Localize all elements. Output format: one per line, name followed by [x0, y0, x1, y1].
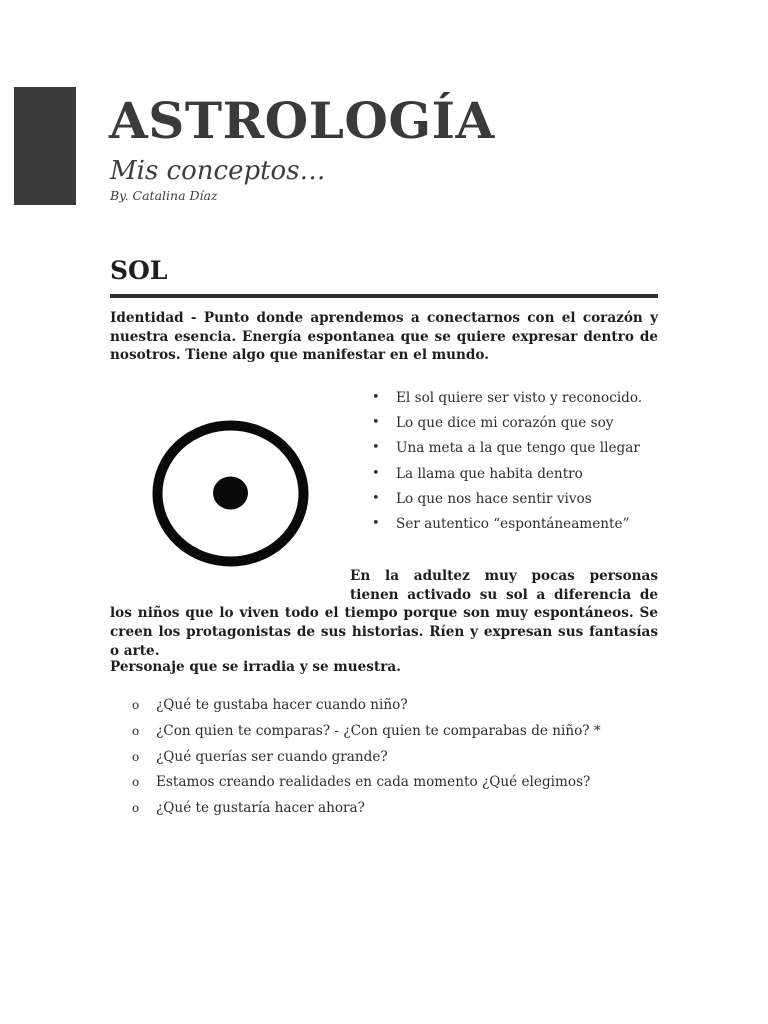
bullet-icon: • — [372, 390, 380, 405]
list-item-text: Lo que dice mi corazón que soy — [396, 415, 614, 432]
list-item-text: ¿Qué te gustaba hacer cuando niño? — [156, 697, 408, 713]
sun-traits-list — [372, 388, 642, 539]
list-item — [132, 721, 601, 747]
list-item — [372, 438, 642, 463]
list-item-text: ¿Qué te gustaría hacer ahora? — [156, 800, 365, 817]
author-byline: By. Catalina Díaz — [110, 188, 218, 203]
list-item — [372, 388, 642, 413]
list-item-text: Una meta a la que tengo que llegar — [396, 440, 640, 457]
page-subtitle: Mis conceptos… — [110, 156, 326, 186]
hollow-bullet-icon: o — [132, 749, 140, 764]
bullet-icon: • — [372, 440, 380, 456]
page-title: ASTROLOGÍA — [109, 91, 495, 150]
bullet-icon: • — [372, 465, 380, 481]
hollow-bullet-icon: o — [132, 723, 140, 738]
list-item — [372, 413, 642, 438]
bullet-icon: • — [372, 415, 380, 431]
hollow-bullet-icon: o — [132, 698, 140, 712]
list-item-text: Lo que nos hace sentir vivos — [396, 490, 592, 507]
section-title: SOL — [110, 256, 168, 285]
bullet-icon: • — [372, 490, 380, 506]
intro-paragraph: Identidad - Punto donde aprendemos a conectarnos con el corazón y nuestra esencia. Energía espontanea que se quiere expresar dentro de nosotros. Tiene algo que manifestar en el mundo. — [110, 310, 658, 364]
sun-symbol-icon — [152, 420, 309, 567]
hollow-bullet-icon: o — [132, 775, 140, 790]
list-item — [132, 747, 601, 773]
list-item-text: Estamos creando realidades en cada momento ¿Qué elegimos? — [156, 774, 591, 791]
text-wrap-spacer — [110, 567, 350, 604]
list-item-text: ¿Qué querías ser cuando grande? — [156, 748, 388, 765]
reflection-questions-list — [132, 695, 601, 824]
list-item-text: Ser autentico “espontáneamente” — [396, 515, 630, 532]
bullet-icon: • — [372, 515, 380, 531]
list-item-text: El sol quiere ser visto y reconocido. — [396, 390, 643, 406]
adulthood-text: En la adultez muy pocas personas tienen activado su sol a diferencia de los niños que lo viven todo el tiempo porque son muy espontáneos. Se creen los protagonistas de sus historias. Ríen y expresan sus fantasías o arte. — [110, 568, 658, 659]
decorative-side-bar — [14, 87, 76, 205]
list-item-text: La llama que habita dentro — [396, 465, 583, 482]
list-item-text: ¿Con quien te comparas? - ¿Con quien te comparabas de niño? * — [156, 722, 601, 739]
list-item — [372, 464, 642, 489]
list-item — [372, 514, 642, 539]
adulthood-paragraph — [110, 567, 658, 661]
hollow-bullet-icon: o — [132, 801, 140, 816]
list-item — [132, 695, 601, 721]
list-item — [132, 772, 601, 798]
list-item — [372, 489, 642, 514]
section-divider — [110, 294, 658, 298]
list-item — [132, 798, 601, 824]
character-paragraph: Personaje que se irradia y se muestra. — [110, 659, 401, 675]
